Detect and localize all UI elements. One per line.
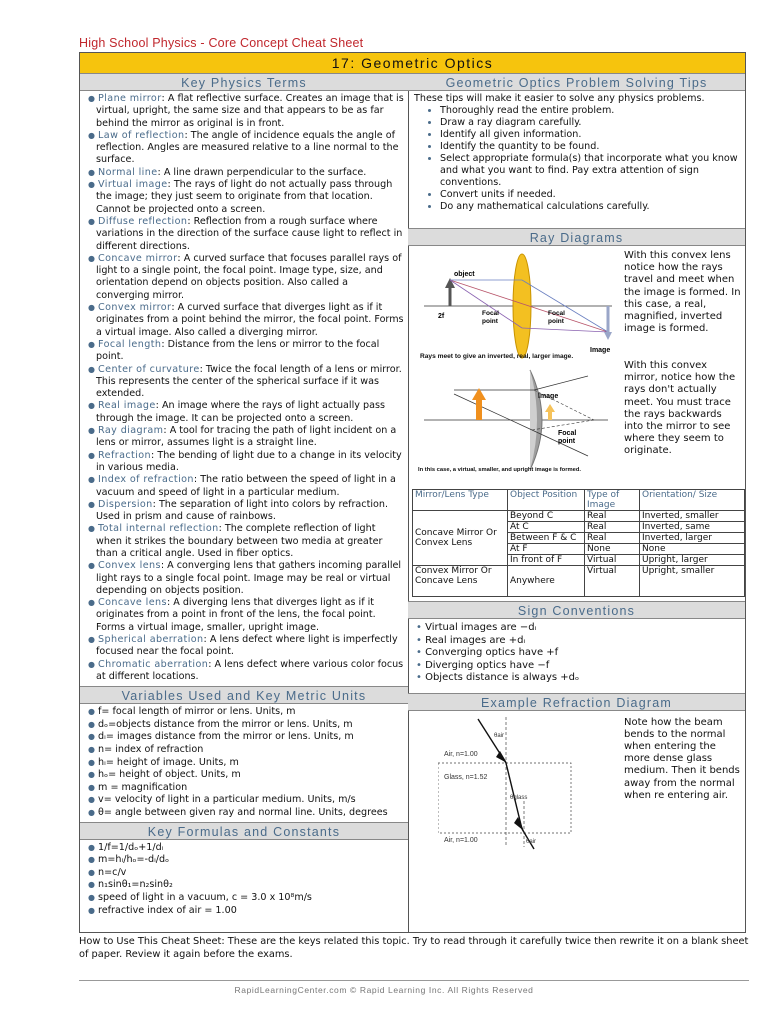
key-term-name: Concave mirror [98, 252, 178, 264]
key-term-item [86, 474, 404, 499]
bullet-icon: ● [88, 855, 95, 865]
key-term-definition: : A diverging lens that diverges light as if it originates from a point in front of the lens, the focal point. Forms a virtual image, smaller, upright image. [96, 597, 376, 633]
key-term-name: Refraction [98, 449, 152, 461]
variable-item-text: f= focal length of mirror or lens. Units, m [98, 706, 296, 718]
variable-item [86, 744, 404, 757]
variable-item [86, 794, 404, 807]
variables-list [80, 704, 408, 819]
table-cell: None [640, 544, 745, 555]
variable-item [86, 769, 404, 782]
table-cell: Inverted, larger [640, 533, 745, 544]
formula-item [86, 892, 404, 905]
variable-item [86, 706, 404, 719]
table-cell: At F [508, 544, 585, 555]
key-terms-heading: Key Physics Terms [80, 73, 408, 91]
d2-focal-label: Focal point [558, 430, 577, 445]
key-term-name: Real image [98, 400, 156, 412]
bullet-icon: ● [88, 94, 95, 103]
key-term-definition: : A line drawn perpendicular to the surface. [157, 166, 367, 178]
bullet-icon: ● [88, 745, 95, 755]
table-cell: None [585, 544, 640, 555]
key-term-definition: : A converging lens that gathers incoming parallel light rays to a single focal point. Image may be real or virtual depending on objects position. [96, 560, 402, 596]
bullet-icon: ● [88, 130, 95, 140]
bullet-icon: ● [88, 659, 95, 669]
key-term-item [86, 499, 404, 524]
ray-text-mirror: With this convex mirror, notice how the rays don't actually meet. You must trace the rays backwards into the mirror to see where they seem to originate. [624, 360, 736, 457]
footer-divider [79, 980, 749, 981]
table-cell: Real [585, 533, 640, 544]
key-term-item [86, 450, 404, 475]
tip-item: • Select appropriate formula(s) that incorporate what you know and what you want to find. Pay extra attention of sign conventions. [440, 153, 741, 189]
right-column [408, 73, 745, 932]
key-term-name: Index of refraction [98, 474, 194, 486]
key-term-name: Total internal reflection [98, 523, 219, 535]
key-term-item [86, 400, 404, 425]
formula-item [86, 905, 404, 918]
table-cell: At C [508, 522, 585, 533]
theta-glass-label: θglass [510, 794, 528, 801]
cheat-sheet-title: High School Physics - Core Concept Cheat Sheet [79, 36, 364, 50]
refraction-air-top-label: Air, n=1.00 [444, 750, 478, 758]
variable-item-text: hₒ= height of object. Units, m [98, 769, 241, 781]
formulas-heading: Key Formulas and Constants [80, 822, 408, 840]
key-term-definition: : A tool for tracing the path of light incident on a lens or mirror, assumes light is a straight line. [96, 425, 397, 449]
key-term-name: Center of curvature [98, 363, 200, 375]
topic-title: 17: Geometric Optics [80, 53, 745, 74]
key-term-definition: : A curved surface that diverges light as if it originates from a point behind the mirror, the focal point. Forms a virtual image. Also called a diverging mirror. [96, 302, 404, 338]
sign-item: • Real images are +dᵢ [416, 635, 741, 648]
table-cell: Upright, smaller [640, 566, 745, 597]
key-term-definition: : A curved surface that focuses parallel rays of light to a single point, the focal point. Image type, size, and orientation depend on objects position. Also called a converging mirror. [96, 252, 402, 301]
bullet-icon: ● [88, 719, 95, 729]
key-term-name: Ray diagram [98, 425, 164, 437]
table-cell: Beyond C [508, 511, 585, 522]
table-cell: Real [585, 522, 640, 533]
key-term-item [86, 425, 404, 450]
convex-lens-diagram [418, 248, 618, 368]
bullet-icon: ● [88, 216, 95, 226]
bullet-icon: ● [88, 426, 95, 436]
d2-caption: In this case, a virtual, smaller, and upright image is formed. [418, 467, 582, 473]
refraction-section [408, 711, 745, 851]
how-to-use: How to Use This Cheat Sheet: These are the keys related this topic. Try to read through it carefully twice then rewrite it on a blank sheet of paper. Review it again before the exams. [79, 936, 749, 960]
key-term-name: Plane mirror [98, 93, 162, 104]
key-term-item [86, 167, 404, 179]
variables-heading: Variables Used and Key Metric Units [80, 686, 408, 704]
refraction-air-bottom-label: Air, n=1.00 [444, 836, 478, 844]
table-cell: Inverted, smaller [640, 511, 745, 522]
variable-item [86, 782, 404, 795]
table-header-image: Type of Image [585, 490, 640, 511]
d1-object-label: object [454, 271, 475, 278]
table-cell-group2: Convex Mirror Or Concave Lens [413, 566, 508, 597]
bullet-icon: ● [88, 499, 95, 509]
theta-air-bottom-label: θair [526, 838, 537, 845]
variable-item [86, 731, 404, 744]
sign-item: • Virtual images are −dᵢ [416, 622, 741, 635]
refraction-text: Note how the beam bends to the normal when entering the more dense glass medium. Then it bends away from the normal when re entering air. [624, 716, 740, 801]
formula-item [86, 842, 404, 855]
ray-diagrams-section [408, 246, 745, 586]
sign-list [408, 619, 745, 685]
table-header-type: Mirror/Lens Type [413, 490, 508, 511]
table-row [413, 566, 745, 597]
ray-text-lens: With this convex lens notice how the rays travel and meet when the image is formed. In this case, a real, magnified, inverted image is formed. [624, 250, 741, 335]
variable-item-text: v= velocity of light in a particular medium. Units, m/s [98, 794, 356, 806]
key-term-definition: : The ratio between the speed of light in a vacuum and speed of light in a particular medium. [96, 474, 396, 498]
variable-item [86, 807, 404, 820]
convex-mirror-diagram [418, 364, 618, 469]
bullet-icon: ● [88, 598, 95, 608]
formula-item-text: n=c/v [98, 866, 127, 878]
key-term-name: Chromatic aberration [98, 658, 209, 670]
key-term-item [86, 93, 404, 130]
formula-item-text: 1/f=1/dₒ+1/dᵢ [98, 841, 164, 853]
tip-item: • Convert units if needed. [440, 189, 741, 201]
tip-item: • Do any mathematical calculations carefully. [440, 201, 741, 213]
key-term-name: Diffuse reflection [98, 215, 188, 227]
d1-image-label: Image [590, 347, 611, 354]
key-term-item [86, 364, 404, 401]
refraction-glass-label: Glass, n=1.52 [444, 773, 488, 781]
bullet-icon: ● [88, 180, 95, 190]
bullet-icon: ● [88, 842, 95, 852]
variable-item-text: hᵢ= height of image. Units, m [98, 756, 239, 768]
bullet-icon: ● [88, 795, 95, 805]
table-cell: In front of F [508, 555, 585, 566]
key-term-name: Convex lens [98, 560, 161, 572]
formula-item-text: m=hᵢ/hₒ=-dᵢ/dₒ [98, 854, 170, 866]
sign-item: • Objects distance is always +dₒ [416, 672, 741, 685]
tip-item: • Draw a ray diagram carefully. [440, 117, 741, 129]
key-term-item [86, 659, 404, 684]
key-term-name: Focal length [98, 338, 162, 350]
key-term-definition: : The bending of light due to a change in its velocity in various media. [96, 449, 402, 473]
bullet-icon: ● [88, 167, 95, 177]
d1-focal-left-label: Focal point [482, 310, 499, 325]
key-term-item [86, 523, 404, 560]
bullet-icon: ● [88, 707, 95, 717]
d1-caption: Rays meet to give an inverted, real, larger image. [420, 353, 574, 360]
theta-air-top-label: θair [494, 732, 505, 739]
table-cell: Inverted, same [640, 522, 745, 533]
formula-item [86, 854, 404, 867]
cheat-sheet-page [79, 52, 746, 933]
bullet-icon: ● [88, 475, 95, 485]
table-cell: Anywhere [508, 566, 585, 597]
variable-item [86, 719, 404, 732]
key-term-definition: : A flat reflective surface. Creates an image that is virtual, upright, the same size and that appears to be as far behind the mirror as original is in front. [96, 93, 404, 129]
key-term-item [86, 179, 404, 216]
key-term-item [86, 597, 404, 634]
bullet-icon: ● [88, 339, 95, 349]
tip-item: • Identify the quantity to be found. [440, 141, 741, 153]
table-cell: Between F & C [508, 533, 585, 544]
sign-heading: Sign Conventions [408, 601, 745, 619]
key-term-definition: : The rays of light do not actually pass through the image; they just seem to originate from that location. Cannot be projected onto a screen. [96, 179, 393, 215]
lens-mirror-table [412, 489, 745, 597]
key-term-definition: : The separation of light into colors by refraction. Used in prism and cause of rainbows. [96, 498, 389, 523]
table-header-position: Object Position [508, 490, 585, 511]
tip-item: • Identify all given information. [440, 129, 741, 141]
bullet-icon: ● [88, 867, 95, 877]
tips-heading: Geometric Optics Problem Solving Tips [408, 73, 745, 91]
bullet-icon: ● [88, 303, 95, 313]
ray-diagrams-heading: Ray Diagrams [408, 228, 745, 246]
key-term-definition: : An image where the rays of light actually pass through the image. It can be projected onto a screen. [96, 400, 385, 424]
bullet-icon: ● [88, 808, 95, 817]
key-term-item [86, 560, 404, 597]
key-term-name: Dispersion [98, 498, 153, 510]
formula-item [86, 879, 404, 892]
bullet-icon: ● [88, 757, 95, 767]
refraction-diagram [438, 711, 578, 851]
sign-item: • Diverging optics have −f [416, 660, 741, 673]
table-cell: Virtual [585, 566, 640, 597]
key-term-item [86, 253, 404, 302]
d1-2f-label: 2f [438, 313, 445, 320]
variable-item-text: θ= angle between given ray and normal line. Units, degrees [98, 807, 388, 818]
tips-list [408, 105, 745, 213]
bullet-icon: ● [88, 880, 95, 890]
key-term-item [86, 130, 404, 167]
formula-item-text: speed of light in a vacuum, c = 3.0 x 10⁸m/s [98, 891, 312, 903]
key-term-definition: : A lens defect where light is imperfectly focused near the focal point. [96, 634, 398, 658]
key-term-name: Convex mirror [98, 302, 172, 314]
variable-item-text: dᵢ= images distance from the mirror or lens. Units, m [98, 731, 354, 743]
d1-focal-right-label: Focal point [548, 310, 565, 325]
key-term-definition: : The complete reflection of light when it strikes the boundary between two media at greater than a critical angle. Used in fiber optics. [96, 523, 383, 559]
refraction-heading: Example Refraction Diagram [408, 693, 745, 711]
key-term-name: Law of reflection [98, 129, 185, 141]
tips-intro: These tips will make it easier to solve any physics problems. [414, 93, 705, 104]
key-term-item [86, 216, 404, 253]
bullet-icon: ● [88, 770, 95, 780]
tip-item: • Thoroughly read the entire problem. [440, 105, 741, 117]
bullet-icon: ● [88, 450, 95, 460]
left-column [80, 73, 409, 932]
bullet-icon: ● [88, 635, 95, 645]
key-term-name: Concave lens [98, 597, 167, 609]
key-term-definition: : A lens defect where various color focus at different locations. [96, 658, 404, 682]
bullet-icon: ● [88, 364, 95, 374]
key-term-definition: : The angle of incidence equals the angle of reflection. Angles are measured relative to a line normal to the surface. [96, 129, 399, 166]
table-cell-group1: Concave Mirror Or Convex Lens [413, 511, 508, 566]
formula-item-text: n₁sinθ₁=n₂sinθ₂ [98, 879, 173, 891]
bullet-icon: ● [88, 253, 95, 263]
formula-item-text: refractive index of air = 1.00 [98, 904, 237, 916]
key-term-definition: : Reflection from a rough surface where variations in the direction of the surface cause light to reflect in different directions. [96, 215, 403, 252]
variable-item [86, 757, 404, 770]
variable-item-text: m = magnification [98, 781, 188, 793]
table-cell: Upright, larger [640, 555, 745, 566]
key-term-definition: : Twice the focal length of a lens or mirror. This represents the center of the spherical surface if it was extended. [96, 363, 402, 400]
footer-copyright: RapidLearningCenter.com © Rapid Learning Inc. All Rights Reserved [234, 985, 534, 995]
formulas-list [80, 840, 408, 918]
sign-item: • Converging optics have +f [416, 647, 741, 660]
key-terms-list [80, 91, 408, 683]
table-cell: Virtual [585, 555, 640, 566]
variable-item-text: n= index of refraction [98, 744, 204, 756]
key-term-item [86, 339, 404, 364]
bullet-icon: ● [88, 401, 95, 411]
bullet-icon: ● [88, 905, 95, 915]
key-term-item [86, 634, 404, 659]
key-term-name: Spherical aberration [98, 634, 204, 646]
bullet-icon: ● [88, 561, 95, 571]
key-term-definition: : Distance from the lens or mirror to the focal point. [96, 338, 380, 363]
bullet-icon: ● [88, 892, 95, 902]
formula-item [86, 867, 404, 880]
bullet-icon: ● [88, 732, 95, 742]
key-term-name: Virtual image [98, 179, 168, 191]
table-cell: Real [585, 511, 640, 522]
key-term-name: Normal line [98, 166, 158, 178]
table-row [413, 511, 745, 522]
table-header-orientation: Orientation/ Size [640, 490, 745, 511]
d2-image-label: Image [538, 393, 559, 400]
variable-item-text: dₒ=objects distance from the mirror or lens. Units, m [98, 718, 353, 730]
bullet-icon: ● [88, 782, 95, 792]
key-term-item [86, 302, 404, 339]
bullet-icon: ● [88, 524, 95, 534]
